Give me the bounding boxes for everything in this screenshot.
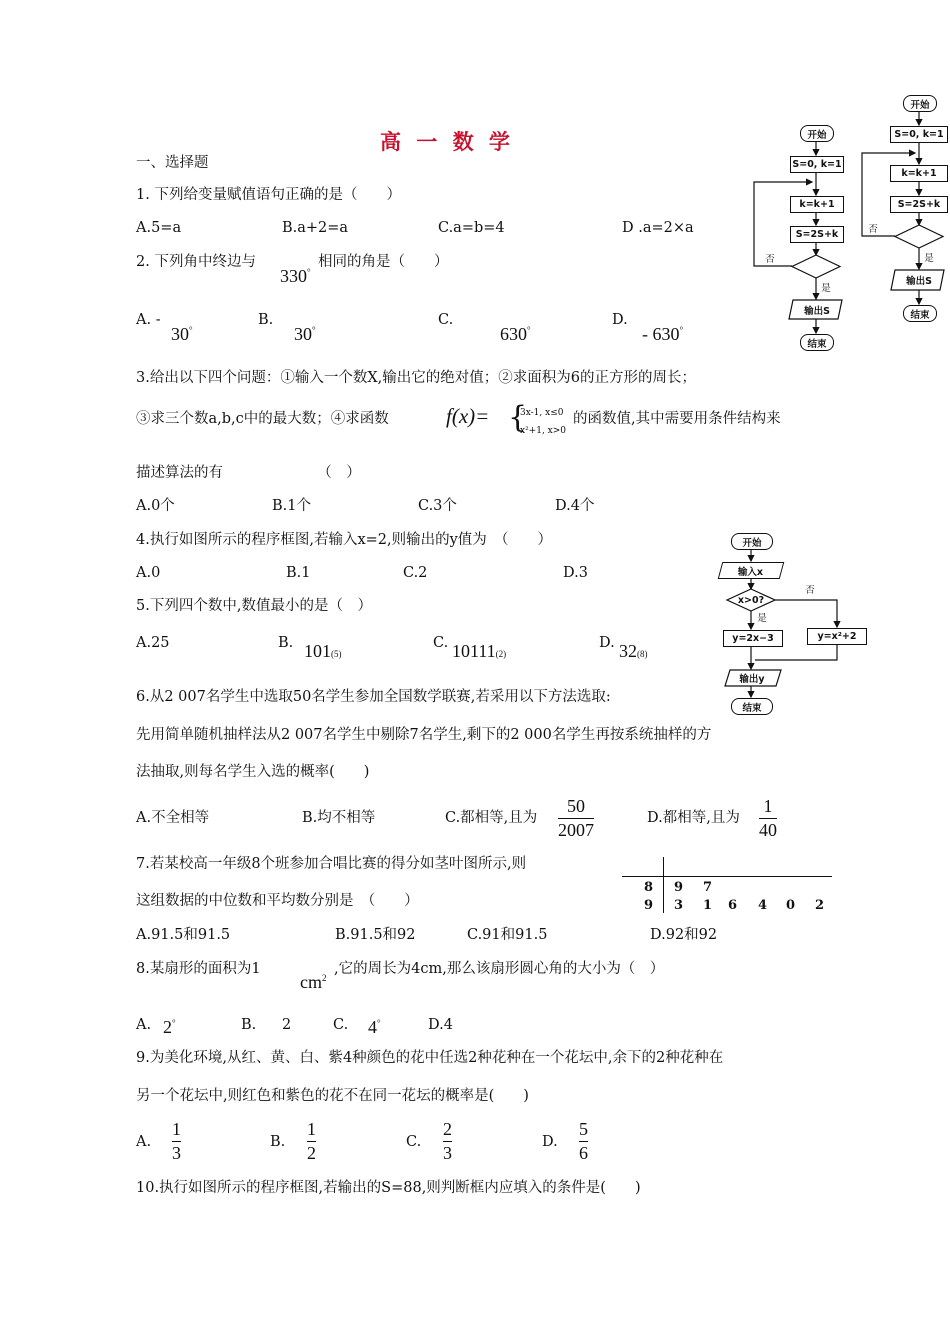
q1-stem: 1. 下列给变量赋值语句正确的是（ ）: [136, 187, 401, 203]
q2-option-b-label: B.: [258, 312, 274, 328]
flow2-step2: S=2S+k: [890, 196, 948, 213]
leaf-9-6: 2: [815, 898, 825, 913]
q9-option-c-label: C.: [406, 1134, 422, 1150]
q3-line1: 3.给出以下四个问题：①输入一个数X,输出它的绝对值；②求面积为6的正方形的周长；: [136, 370, 696, 386]
q6-option-d: D.都相等,且为: [647, 810, 740, 826]
flow3-input: 输入x: [718, 562, 785, 579]
q7-line1: 7.若某校高一年级8个班参加合唱比赛的得分如茎叶图所示,则: [136, 856, 527, 872]
flow1-end: 结束: [800, 334, 834, 351]
q9-option-a-fraction: 1 3: [172, 1119, 181, 1163]
page-title: 高 一 数 学: [380, 130, 514, 154]
q7-option-a: A.91.5和91.5: [136, 927, 231, 943]
q6-line3: 法抽取,则每名学生入选的概率( ): [136, 764, 370, 780]
q2-stem-post: 相同的角是（ ）: [318, 254, 449, 270]
q3-option-d: D.4个: [555, 498, 595, 514]
q9-option-b-label: B.: [270, 1134, 286, 1150]
flow3-cond: x>0?: [737, 594, 765, 606]
q2-option-c: 630°: [500, 324, 531, 344]
q4-option-c: C.2: [403, 565, 428, 581]
q2-option-b: 30°: [294, 324, 316, 344]
q9-option-d-label: D.: [542, 1134, 558, 1150]
q6-option-b: B.均不相等: [302, 810, 376, 826]
q9-line1: 9.为美化环境,从红、黄、白、紫4种颜色的花中任选2种花种在一个花坛中,余下的2种花种在: [136, 1050, 724, 1066]
q4-option-a: A.0: [136, 565, 161, 581]
q8-option-b-label: B.: [241, 1017, 257, 1033]
q5-option-d: 32(8): [619, 641, 648, 661]
q8-option-a-label: A.: [136, 1017, 152, 1033]
q1-option-d: D .a=2×a: [622, 220, 694, 236]
q2-angle: 330°: [280, 266, 311, 286]
leaf-9-5: 0: [786, 898, 796, 913]
q9-option-d-fraction: 5 6: [579, 1119, 588, 1163]
flow3-output: 输出y: [739, 674, 765, 685]
leaf-9-1: 3: [674, 898, 684, 913]
leaf-8-2: 7: [703, 880, 713, 895]
q7-option-b: B.91.5和92: [335, 927, 416, 943]
q5-stem: 5.下列四个数中,数值最小的是（ ）: [136, 598, 372, 614]
flow2-step1: k=k+1: [890, 165, 948, 182]
q3-option-b: B.1个: [272, 498, 311, 514]
q6-option-a: A.不全相等: [136, 810, 210, 826]
q3-brace: {: [508, 400, 528, 435]
q8-option-d: D.4: [428, 1017, 453, 1033]
flow1-step2: S=2S+k: [790, 226, 844, 243]
q2-option-a: 30°: [171, 324, 193, 344]
flow3-left-branch: y=2x−3: [723, 630, 783, 647]
q2-option-c-label: C.: [438, 312, 454, 328]
flow2-init: S=0, k=1: [890, 126, 948, 143]
q8-option-c: 4°: [368, 1017, 381, 1037]
q10-stem: 10.执行如图所示的程序框图,若输出的S=88,则判断框内应填入的条件是( ): [136, 1180, 641, 1196]
q6-line1: 6.从2 007名学生中选取50名学生参加全国数学联赛,若采用以下方法选取:: [136, 689, 611, 705]
flow2-end: 结束: [903, 305, 937, 322]
q4-option-b: B.1: [286, 565, 311, 581]
q7-option-c: C.91和91.5: [467, 927, 548, 943]
q3-line2-post: 的函数值,其中需要用条件结构来: [573, 411, 781, 427]
q1-option-c: C.a=b=4: [438, 220, 505, 236]
q8-stem-post: ,它的周长为4cm,那么该扇形圆心角的大小为（ ）: [334, 961, 665, 977]
q5-option-d-label: D.: [599, 635, 615, 651]
q6-option-c-fraction: 50 2007: [558, 796, 594, 840]
flow1-step1: k=k+1: [790, 196, 844, 213]
q8-unit: $cm^2$: [300, 972, 327, 992]
flow2-yes: 是: [924, 253, 934, 264]
q2-option-d: - 630°: [642, 324, 684, 344]
q3-case1: 3x-1, x≤0: [520, 408, 564, 418]
q3-line3: 描述算法的有 （ ）: [136, 465, 361, 481]
q3-option-a: A.0个: [136, 498, 175, 514]
flow1-yes: 是: [821, 283, 831, 294]
q5-option-c: 10111(2): [452, 641, 507, 661]
q2-stem-pre: 2. 下列角中终边与: [136, 254, 256, 270]
q8-option-c-label: C.: [333, 1017, 349, 1033]
q5-option-a: A.25: [136, 635, 170, 651]
q9-option-a-label: A.: [136, 1134, 152, 1150]
flow2-no: 否: [868, 224, 878, 235]
q5-option-b: 101(5): [304, 641, 342, 661]
q8-option-a: 2°: [163, 1017, 176, 1037]
q4-option-d: D.3: [563, 565, 588, 581]
q8-option-b: 2: [282, 1017, 292, 1033]
q6-line2: 先用简单随机抽样法从2 007名学生中剔除7名学生,剩下的2 000名学生再按系统抽样的方: [136, 727, 712, 743]
q7-line2: 这组数据的中位数和平均数分别是 （ ）: [136, 893, 419, 909]
flow1-no: 否: [765, 254, 775, 265]
q8-stem-pre: 8.某扇形的面积为1: [136, 961, 261, 977]
q9-option-b-fraction: 1 2: [307, 1119, 316, 1163]
leaf-9-2: 1: [703, 898, 713, 913]
leaf-9-3: 6: [728, 898, 738, 913]
q7-option-d: D.92和92: [650, 927, 718, 943]
q3-line2-pre: ③求三个数a,b,c中的最大数；④求函数: [136, 411, 389, 427]
flow3-start: 开始: [731, 533, 773, 550]
q2-option-a-label: A. -: [136, 312, 161, 328]
flow1-init: S=0, k=1: [790, 156, 844, 173]
q9-line2: 另一个花坛中,则红色和紫色的花不在同一花坛的概率是( ): [136, 1088, 529, 1104]
q3-function: f(x)=: [446, 404, 490, 428]
q3-case2: x²+1, x>0: [520, 426, 567, 436]
flow1-start: 开始: [800, 125, 834, 142]
leaf-9-4: 4: [758, 898, 768, 913]
stem-9: 9: [644, 898, 654, 913]
flow2-start: 开始: [903, 95, 937, 112]
q5-option-b-label: B.: [278, 635, 294, 651]
flow3-yes: 是: [757, 613, 767, 624]
flow1-output: 输出S: [804, 305, 830, 317]
leaf-8-1: 9: [674, 880, 684, 895]
q5-option-c-label: C.: [433, 635, 449, 651]
flow3-no: 否: [805, 585, 815, 596]
stem-8: 8: [644, 880, 654, 895]
q6-option-d-fraction: 1 40: [759, 796, 777, 840]
q2-option-d-label: D.: [612, 312, 628, 328]
q1-option-b: B.a+2=a: [282, 220, 349, 236]
q6-option-c: C.都相等,且为: [445, 810, 538, 826]
flow2-output: 输出S: [906, 275, 932, 287]
flow3-right-branch: y=x²+2: [807, 628, 867, 645]
section-heading: 一、选择题: [136, 155, 209, 171]
q9-option-c-fraction: 2 3: [443, 1119, 452, 1163]
flow3-end: 结束: [731, 698, 773, 715]
q1-option-a: A.5=a: [136, 220, 182, 236]
q3-option-c: C.3个: [418, 498, 457, 514]
q4-stem: 4.执行如图所示的程序框图,若输入x=2,则输出的y值为 （ ）: [136, 532, 553, 548]
